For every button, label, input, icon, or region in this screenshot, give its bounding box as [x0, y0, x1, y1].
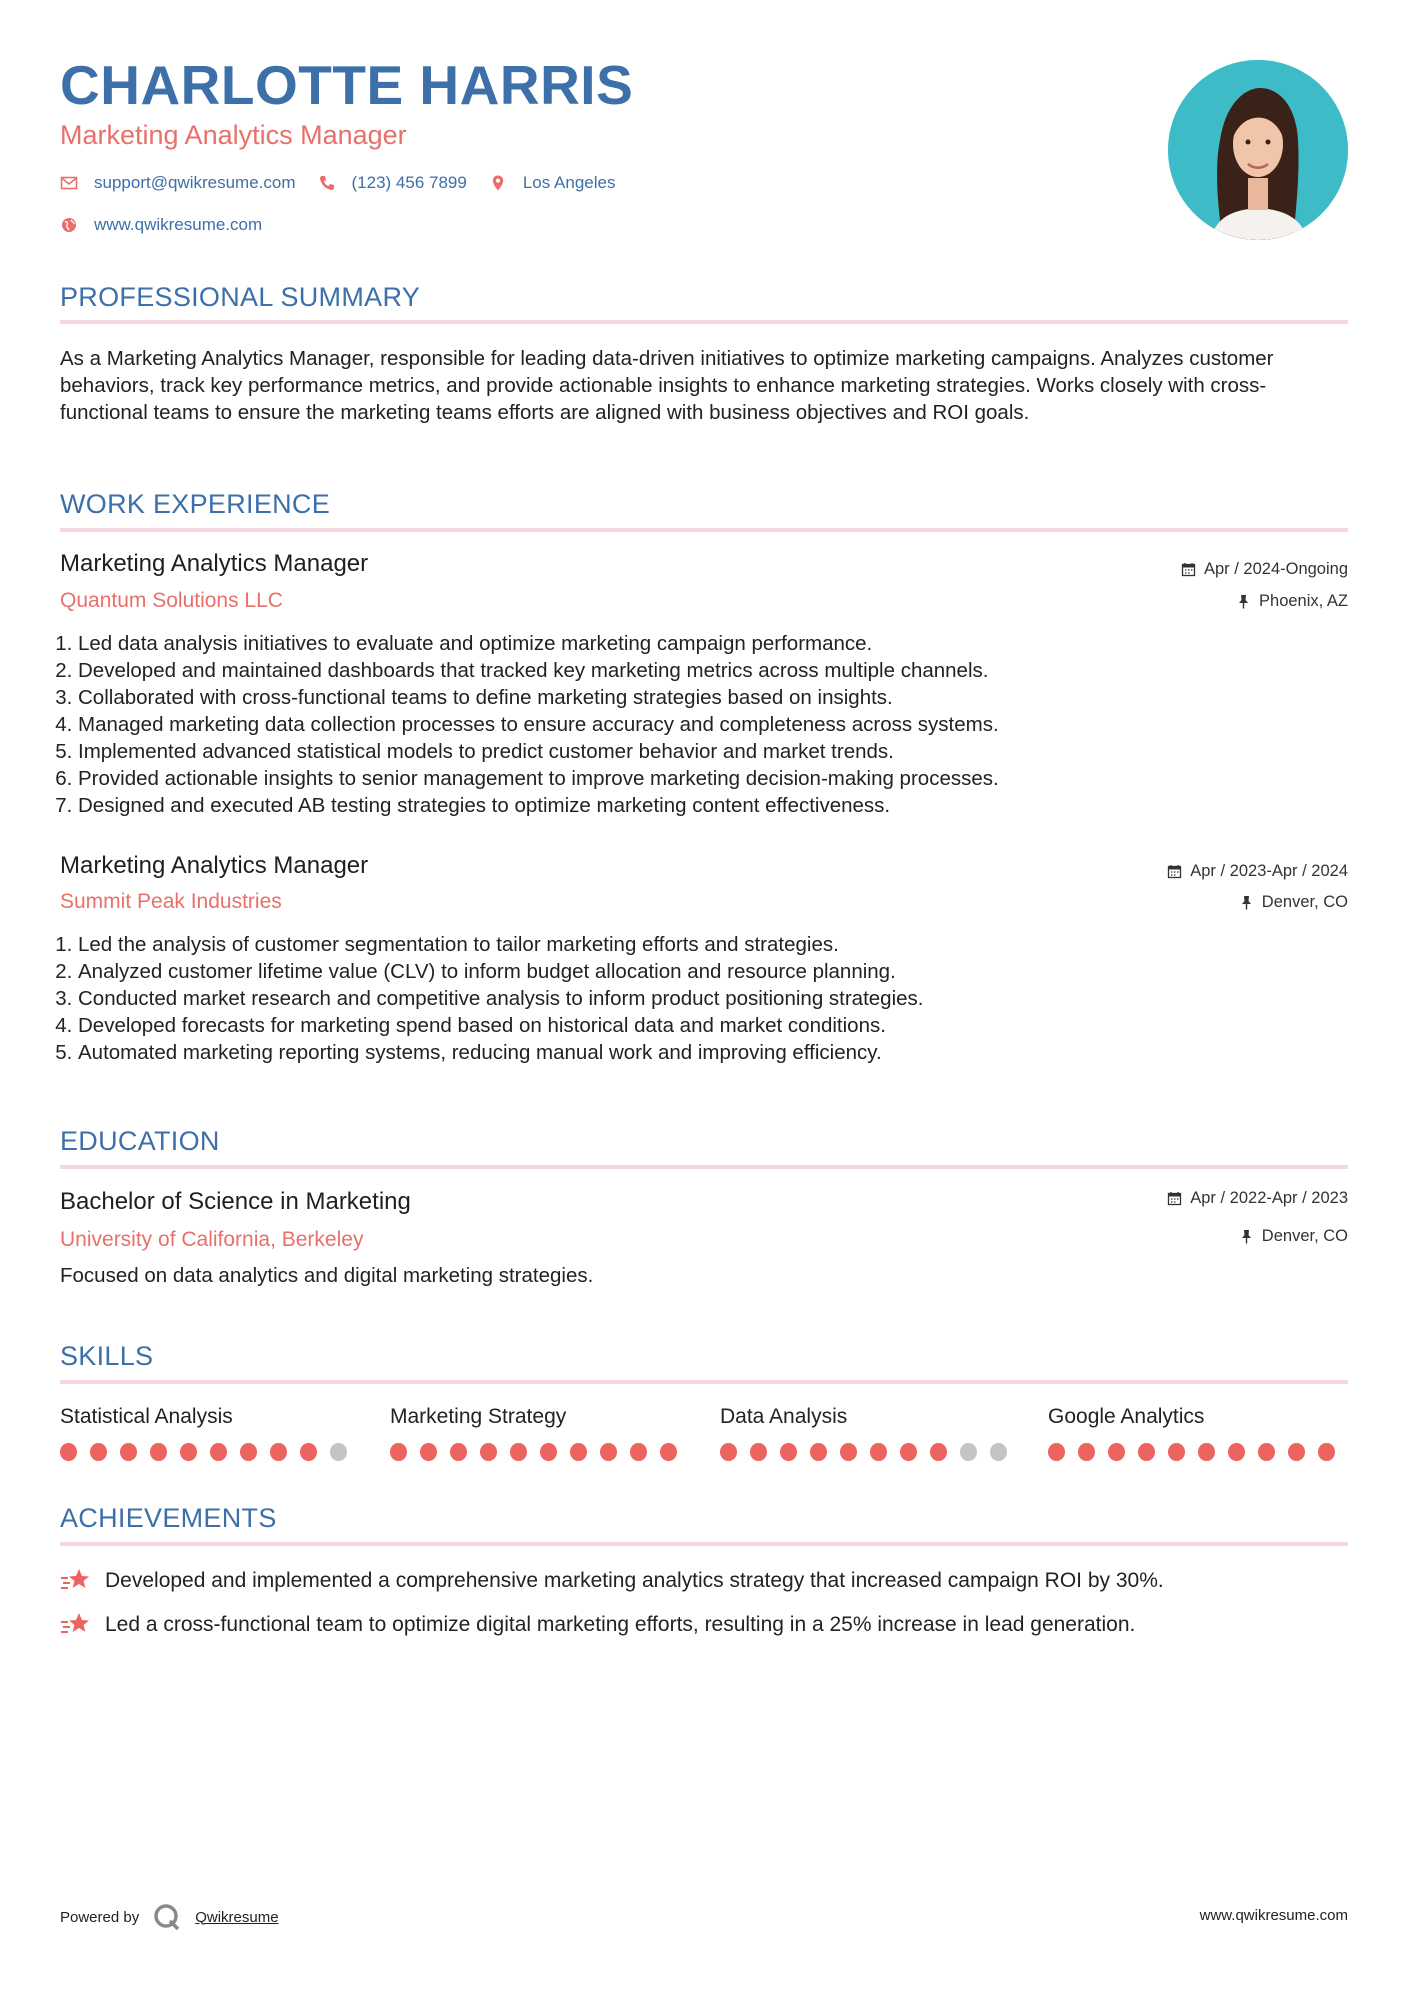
school-name: University of California, Berkeley	[60, 1228, 364, 1251]
rating-dot-filled	[780, 1443, 797, 1461]
rating-dot-filled	[810, 1443, 827, 1461]
skill-rating	[720, 1443, 1020, 1461]
rating-dot-filled	[420, 1443, 437, 1461]
section-divider	[60, 1542, 1348, 1546]
portrait-illustration	[1168, 60, 1348, 240]
rating-dot-empty	[330, 1443, 347, 1461]
duty-item: 1. Led the analysis of customer segmentation to tailor marketing efforts and strategies.	[78, 931, 1338, 958]
rating-dot-filled	[1318, 1443, 1335, 1461]
contact-phone[interactable]	[318, 173, 467, 193]
rating-dot-filled	[60, 1443, 77, 1461]
duty-item: 3. Conducted market research and competitive analysis to inform product positioning strategies.	[78, 985, 1338, 1012]
rating-dot-filled	[150, 1443, 167, 1461]
job-location	[1239, 894, 1348, 911]
pushpin-icon	[1239, 1229, 1254, 1244]
rating-dot-filled	[930, 1443, 947, 1461]
skill-item	[60, 1406, 360, 1461]
rating-dot-filled	[390, 1443, 407, 1461]
rating-dot-filled	[480, 1443, 497, 1461]
job-title: Marketing Analytics Manager	[60, 550, 369, 577]
phone-text: (123) 456 7899	[351, 173, 467, 192]
job-location	[1236, 593, 1348, 610]
rating-dot-empty	[990, 1443, 1007, 1461]
skills-heading: SKILLS	[60, 1341, 154, 1371]
rating-dot-filled	[450, 1443, 467, 1461]
contact-row-website	[60, 215, 284, 235]
achievements-heading: ACHIEVEMENTS	[60, 1503, 277, 1533]
rating-dot-filled	[840, 1443, 857, 1461]
duty-item: 4. Managed marketing data collection processes to ensure accuracy and completeness across systems.	[78, 711, 1338, 738]
rating-dot-filled	[900, 1443, 917, 1461]
powered-by-label: Powered by	[60, 1908, 140, 1926]
skill-name: Data Analysis	[720, 1405, 848, 1428]
rating-dot-filled	[630, 1443, 647, 1461]
skill-item	[720, 1406, 1020, 1461]
job-title: Marketing Analytics Manager	[60, 852, 369, 879]
rating-dot-filled	[1228, 1443, 1245, 1461]
email-text: support@qwikresume.com	[94, 173, 296, 192]
rating-dot-filled	[660, 1443, 677, 1461]
calendar-icon	[1181, 562, 1196, 577]
education-location	[1239, 1228, 1348, 1245]
footer-website[interactable]: www.qwikresume.com	[1199, 1907, 1348, 1924]
resume-page	[60, 0, 1348, 1990]
section-divider	[60, 320, 1348, 324]
rating-dot-filled	[120, 1443, 137, 1461]
profile-photo	[1168, 60, 1348, 240]
rating-dot-filled	[540, 1443, 557, 1461]
job-company: Quantum Solutions LLC	[60, 589, 283, 612]
map-pin-icon	[489, 174, 507, 192]
rating-dot-filled	[1078, 1443, 1095, 1461]
qwikresume-logo-icon	[153, 1903, 181, 1931]
rating-dot-filled	[600, 1443, 617, 1461]
degree-title: Bachelor of Science in Marketing	[60, 1188, 411, 1215]
candidate-name: CHARLOTTE HARRIS	[60, 54, 634, 116]
rating-dot-filled	[510, 1443, 527, 1461]
job-dates-text: Apr / 2023-Apr / 2024	[1190, 862, 1348, 880]
job-location-text: Denver, CO	[1261, 893, 1348, 911]
contact-row	[60, 173, 637, 193]
job-dates-text: Apr / 2024-Ongoing	[1203, 560, 1348, 578]
footer-powered-by	[60, 1903, 279, 1931]
achievement-item	[60, 1566, 1164, 1594]
job-dates	[1181, 561, 1348, 578]
rating-dot-filled	[1138, 1443, 1155, 1461]
education-dates-text: Apr / 2022-Apr / 2023	[1190, 1189, 1348, 1207]
summary-text: As a Marketing Analytics Manager, responsible for leading data-driven initiatives to optimize marketing campaigns. Analyzes customer behaviors, track key performance metrics, and provide actionable insights to enhance marketing strategies. Works closely with cross-functional teams to ensure the marketing teams efforts are aligned with business objectives and ROI goals.	[60, 347, 1274, 424]
achievement-text: Developed and implemented a comprehensive marketing analytics strategy that increased campaign ROI by 30%.	[105, 1568, 1164, 1592]
section-divider	[60, 1380, 1348, 1384]
section-divider	[60, 528, 1348, 532]
duty-item: 4. Developed forecasts for marketing spend based on historical data and market conditions.	[78, 1012, 1338, 1039]
achievement-item	[60, 1610, 1135, 1638]
pushpin-icon	[1236, 594, 1251, 609]
job-duties	[60, 931, 1338, 1066]
duty-item: 5. Automated marketing reporting systems, reducing manual work and improving efficiency.	[78, 1039, 1338, 1066]
duty-item: 3. Collaborated with cross-functional teams to define marketing strategies based on insights.	[78, 684, 1338, 711]
rating-dot-empty	[960, 1443, 977, 1461]
rating-dot-filled	[210, 1443, 227, 1461]
globe-icon	[60, 216, 78, 234]
duty-item: 7. Designed and executed AB testing strategies to optimize marketing content effectiveness.	[78, 792, 1338, 819]
job-duties	[60, 630, 1338, 819]
envelope-icon	[60, 174, 78, 192]
website-text: www.qwikresume.com	[94, 215, 263, 234]
skill-name: Statistical Analysis	[60, 1405, 233, 1428]
rating-dot-filled	[270, 1443, 287, 1461]
education-description: Focused on data analytics and digital marketing strategies.	[60, 1264, 594, 1287]
rating-dot-filled	[1198, 1443, 1215, 1461]
education-dates	[1167, 1190, 1348, 1207]
contact-email[interactable]	[60, 173, 296, 193]
job-location-text: Phoenix, AZ	[1259, 592, 1348, 610]
duty-item: 2. Analyzed customer lifetime value (CLV) to inform budget allocation and resource planning.	[78, 958, 1338, 985]
calendar-icon	[1167, 1191, 1182, 1206]
candidate-role: Marketing Analytics Manager	[60, 120, 407, 150]
experience-heading: WORK EXPERIENCE	[60, 489, 331, 519]
contact-location	[489, 173, 616, 193]
rating-dot-filled	[90, 1443, 107, 1461]
skill-item	[1048, 1406, 1348, 1461]
education-location-text: Denver, CO	[1261, 1227, 1348, 1245]
rating-dot-filled	[1048, 1443, 1065, 1461]
skill-rating	[1048, 1443, 1348, 1461]
education-heading: EDUCATION	[60, 1126, 220, 1156]
rating-dot-filled	[720, 1443, 737, 1461]
section-divider	[60, 1165, 1348, 1169]
job-dates	[1167, 863, 1348, 880]
skill-item	[390, 1406, 690, 1461]
achievement-text: Led a cross-functional team to optimize digital marketing efforts, resulting in a 25% increase in lead generation.	[105, 1612, 1136, 1636]
duty-item: 2. Developed and maintained dashboards that tracked key marketing metrics across multiple channels.	[78, 657, 1338, 684]
skill-rating	[60, 1443, 360, 1461]
contact-website[interactable]	[60, 215, 262, 235]
phone-icon	[318, 174, 336, 192]
pushpin-icon	[1239, 895, 1254, 910]
rating-dot-filled	[300, 1443, 317, 1461]
skill-name: Google Analytics	[1048, 1405, 1205, 1428]
shooting-star-icon	[60, 1610, 92, 1638]
rating-dot-filled	[1108, 1443, 1125, 1461]
duty-item: 6. Provided actionable insights to senior management to improve marketing decision-making processes.	[78, 765, 1338, 792]
shooting-star-icon	[60, 1566, 92, 1594]
calendar-icon	[1167, 864, 1182, 879]
rating-dot-filled	[570, 1443, 587, 1461]
rating-dot-filled	[1288, 1443, 1305, 1461]
job-company: Summit Peak Industries	[60, 890, 282, 913]
duty-item: 5. Implemented advanced statistical models to predict customer behavior and market trends.	[78, 738, 1338, 765]
summary-heading: PROFESSIONAL SUMMARY	[60, 282, 421, 312]
rating-dot-filled	[1258, 1443, 1275, 1461]
rating-dot-filled	[750, 1443, 767, 1461]
rating-dot-filled	[240, 1443, 257, 1461]
rating-dot-filled	[870, 1443, 887, 1461]
brand-link[interactable]: Qwikresume	[195, 1908, 279, 1926]
location-text: Los Angeles	[522, 173, 616, 192]
skill-rating	[390, 1443, 690, 1461]
rating-dot-filled	[1168, 1443, 1185, 1461]
duty-item: 1. Led data analysis initiatives to evaluate and optimize marketing campaign performance.	[78, 630, 1338, 657]
rating-dot-filled	[180, 1443, 197, 1461]
skill-name: Marketing Strategy	[390, 1405, 567, 1428]
